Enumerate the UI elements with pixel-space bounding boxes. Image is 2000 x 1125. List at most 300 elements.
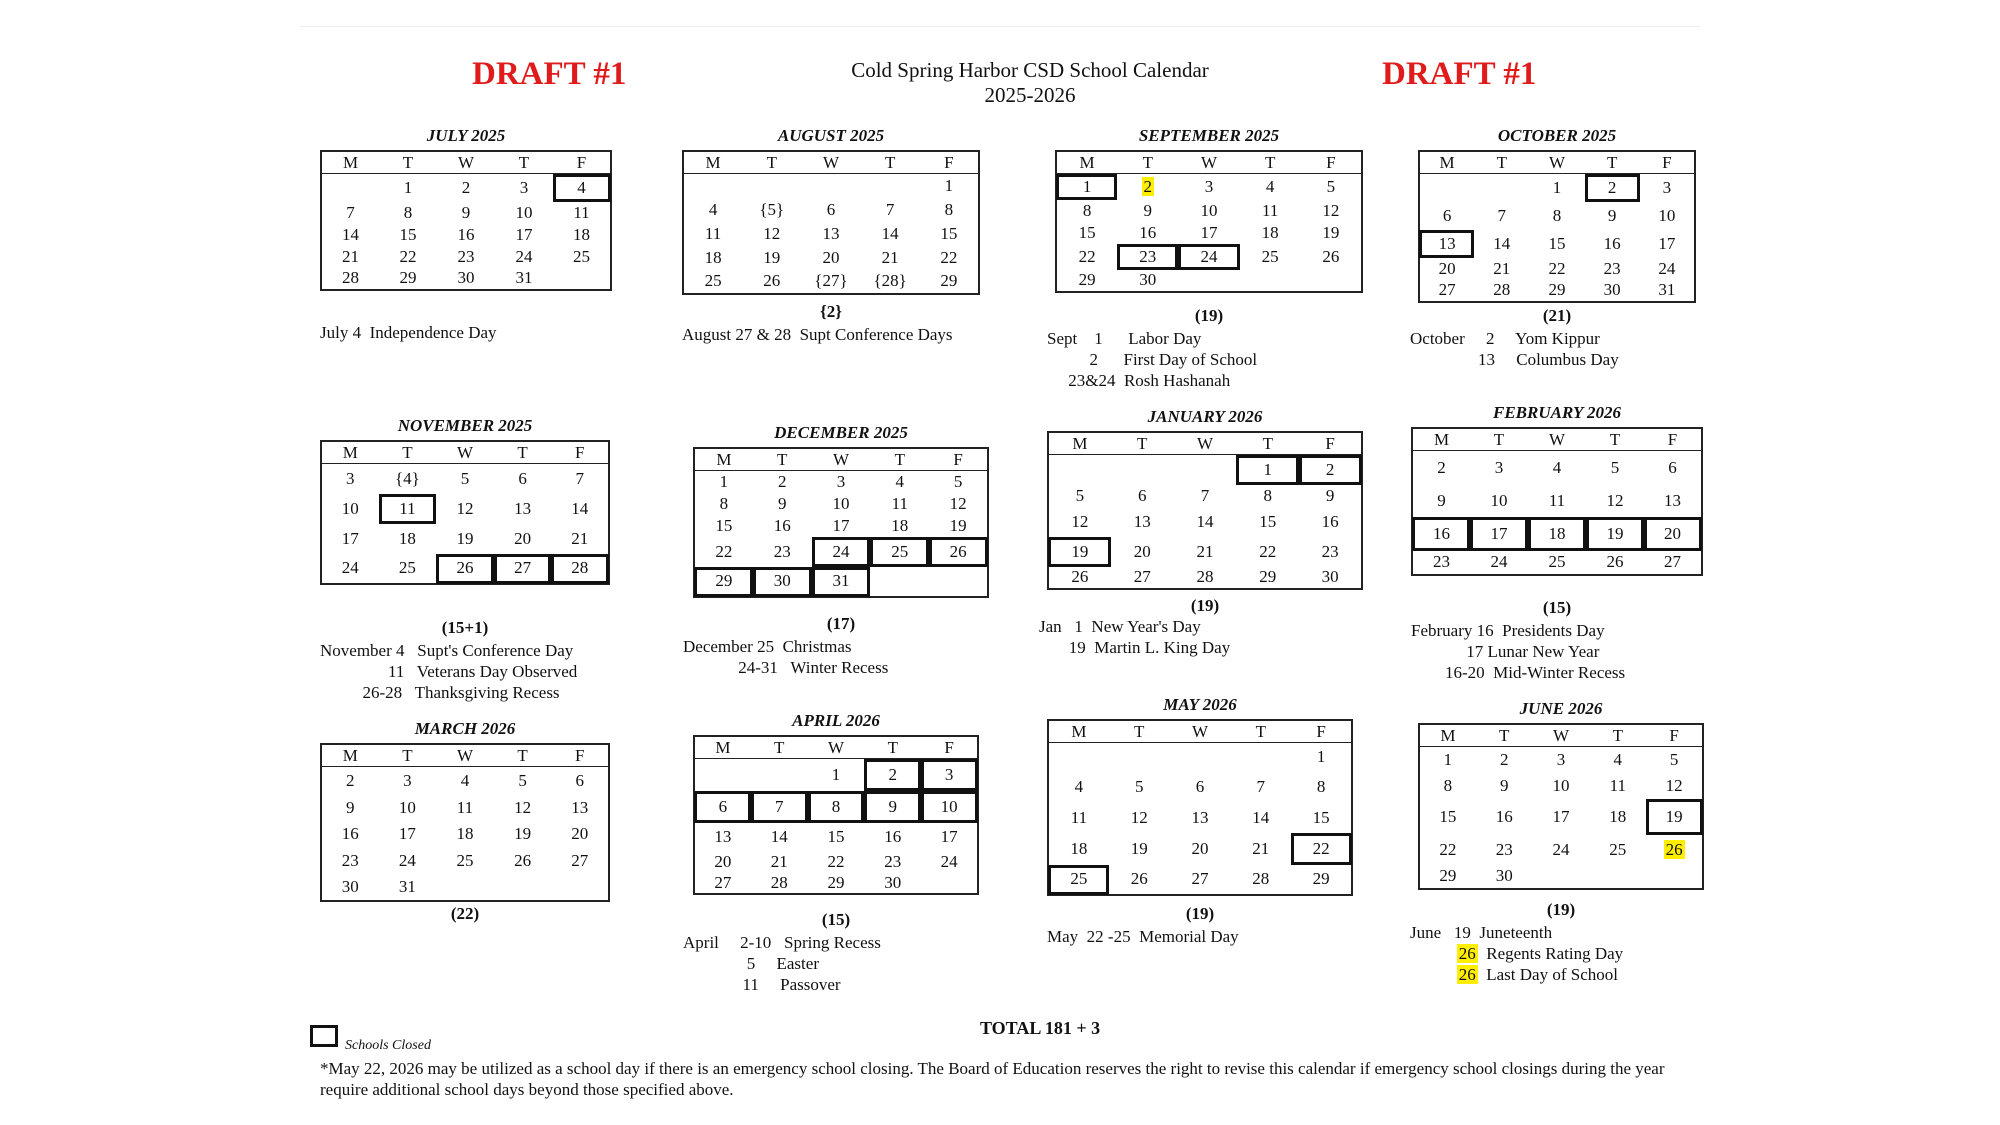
week-row: [1419, 258, 1695, 280]
weekday-header: T: [1111, 432, 1174, 455]
day-cell: 24: [515, 246, 533, 266]
day-cell: 24: [341, 558, 359, 577]
week-row: [1412, 517, 1702, 551]
day-cell: 30: [1321, 567, 1339, 586]
month-october-2025: [1418, 126, 1696, 303]
day-cell: 2: [1299, 455, 1362, 485]
note-line: November 4 Supt's Conference Day: [320, 641, 574, 660]
day-cell: 10: [341, 498, 359, 518]
day-cell: 13: [1191, 807, 1209, 827]
day-cell: {27}: [814, 271, 848, 290]
month-title: DECEMBER 2025: [774, 423, 908, 442]
day-cell: 21: [881, 247, 899, 267]
month-table: [1047, 431, 1363, 590]
month-title: AUGUST 2025: [777, 126, 885, 145]
day-cell: 15: [827, 826, 845, 846]
day-cell: 9: [461, 202, 471, 222]
day-cell: 6: [1442, 205, 1452, 225]
week-row: [694, 759, 978, 791]
day-cell: 13: [1664, 490, 1681, 510]
school-day-count: (15+1): [441, 618, 489, 637]
day-cell: 26: [763, 271, 781, 290]
day-cell: 19: [1586, 517, 1644, 551]
highlighted-day: 26: [1665, 839, 1683, 859]
month-table: [1047, 719, 1353, 896]
week-row: [694, 493, 988, 515]
day-cell: 10: [1658, 205, 1676, 225]
day-cell: 15: [399, 224, 417, 244]
weekday-header: F: [1640, 151, 1695, 174]
day-cell: 29: [827, 872, 845, 892]
day-cell: 29: [694, 567, 753, 597]
month-title: OCTOBER 2025: [1497, 126, 1617, 145]
weekday-header: M: [1412, 428, 1470, 451]
month-table: [1418, 150, 1696, 303]
school-day-count: (15): [821, 910, 851, 929]
day-cell: 18: [456, 823, 474, 843]
month-title: FEBRUARY 2026: [1492, 403, 1621, 422]
day-cell: 1: [944, 175, 954, 195]
day-cell: [321, 174, 379, 202]
day-cell: 19: [1048, 537, 1111, 567]
day-cell: 18: [704, 247, 722, 267]
day-cell: 23: [773, 541, 791, 561]
footnote: *May 22, 2026 may be utilized as a school day if there is an emergency school closing. The Board of Education reserves the right to revise this calendar if emergency school closings during the year require additional school days beyond those specified above.: [320, 1059, 1665, 1099]
day-cell: 5: [460, 468, 470, 488]
day-cell: 13: [714, 826, 732, 846]
weekday-header: M: [321, 744, 379, 767]
week-row: [1048, 567, 1362, 589]
day-cell: 1: [1552, 177, 1562, 197]
week-row: [1056, 174, 1362, 200]
week-row: [694, 791, 978, 823]
week-row: [1412, 451, 1702, 485]
day-cell: 20: [1133, 541, 1151, 561]
week-row: [694, 515, 988, 537]
day-cell: 8: [1443, 775, 1453, 795]
day-cell: 27: [714, 872, 732, 892]
day-cell: 11: [1261, 200, 1279, 220]
weekday-header: F: [1646, 724, 1703, 747]
day-cell: 14: [1493, 233, 1511, 253]
day-cell: 25: [1261, 246, 1279, 266]
day-cell: 9: [1499, 775, 1509, 795]
month-april-2026: [693, 711, 979, 895]
weekday-header: T: [1585, 151, 1640, 174]
weekday-header: W: [437, 151, 495, 174]
day-cell: 17: [832, 515, 850, 535]
week-row: [694, 851, 978, 873]
title-line-1: Cold Spring Harbor CSD School Calendar: [851, 58, 1209, 82]
day-cell: 4: [1265, 176, 1275, 196]
week-row: [694, 471, 988, 493]
weekday-header: W: [1529, 151, 1584, 174]
week-row: [321, 174, 611, 202]
day-cell: 24: [1552, 839, 1570, 859]
day-cell: 14: [1196, 511, 1214, 531]
day-cell: 16: [457, 224, 475, 244]
month-notes: [320, 640, 577, 703]
day-cell: 21: [1252, 838, 1270, 858]
day-cell: [1174, 455, 1237, 485]
school-day-count: (21): [1542, 306, 1572, 325]
day-cell: {28}: [873, 271, 907, 290]
month-title: MARCH 2026: [414, 719, 516, 738]
weekday-header: T: [1117, 151, 1178, 174]
day-cell: [553, 268, 611, 290]
week-row: [694, 567, 988, 597]
note-line: 19 Martin L. King Day: [1039, 638, 1231, 657]
month-notes: [683, 932, 881, 995]
day-cell: 26: [1322, 246, 1340, 266]
day-cell: 3: [921, 759, 978, 791]
day-cell: 20: [514, 528, 532, 548]
day-cell: 20: [714, 851, 732, 871]
day-cell: 6: [826, 199, 836, 219]
day-cell: 6: [575, 770, 584, 790]
week-row: [694, 823, 978, 851]
day-cell: 30: [884, 872, 902, 892]
day-cell: 8: [1552, 205, 1562, 225]
day-cell: 28: [1252, 869, 1270, 888]
day-cell: 5: [1610, 457, 1620, 477]
day-cell: 27: [1191, 869, 1209, 888]
month-title: JUNE 2026: [1519, 699, 1603, 718]
note-line: July 4 Independence Day: [320, 323, 497, 342]
day-cell: 6: [518, 468, 527, 488]
week-row: [1056, 244, 1362, 270]
day-cell: 8: [944, 199, 954, 219]
day-cell: 30: [1139, 270, 1157, 289]
note-line: 26 Last Day of School: [1458, 965, 1618, 984]
day-cell: 30: [457, 268, 475, 287]
day-cell: 11: [573, 202, 590, 222]
day-cell: 10: [515, 202, 533, 222]
month-title: JULY 2025: [426, 126, 506, 145]
week-row: [1419, 202, 1695, 230]
day-cell: 15: [1078, 222, 1096, 242]
day-cell: 1: [1056, 174, 1117, 200]
day-cell: 10: [1490, 490, 1508, 510]
weekday-header: M: [321, 151, 379, 174]
day-cell: [1178, 270, 1239, 292]
day-cell: 23: [1433, 552, 1450, 571]
week-row: [694, 537, 988, 567]
day-cell: [1240, 270, 1301, 292]
note-line: Sept 1 Labor Day: [1047, 329, 1202, 348]
day-cell: 25: [1548, 552, 1566, 571]
month-title: MAY 2026: [1163, 695, 1237, 714]
weekday-header: T: [1236, 432, 1299, 455]
month-title: NOVEMBER 2025: [397, 416, 533, 435]
day-cell: 11: [379, 494, 437, 524]
day-cell: 20: [571, 823, 589, 843]
day-cell: 16: [1603, 233, 1621, 253]
week-row: [1419, 799, 1703, 835]
weekday-header: M: [694, 736, 751, 759]
week-row: [1419, 835, 1703, 865]
day-cell: 11: [1548, 490, 1566, 510]
day-cell: 1: [403, 177, 413, 197]
day-cell: 7: [1200, 485, 1210, 505]
day-cell: 8: [403, 202, 413, 222]
day-cell: 4: [553, 174, 611, 202]
day-cell: 2: [346, 770, 355, 790]
day-cell: 31: [515, 268, 533, 287]
month-may-2026: [1047, 695, 1353, 896]
week-row: [1412, 551, 1702, 575]
week-row: [1419, 230, 1695, 258]
day-cell: 28: [342, 268, 359, 287]
day-cell: 21: [1493, 258, 1511, 278]
day-cell: 16: [341, 823, 359, 843]
month-august-2025: [682, 126, 980, 295]
day-cell: 30: [1495, 866, 1513, 885]
day-cell: [1230, 743, 1291, 771]
day-cell: 12: [1665, 775, 1683, 795]
day-cell: [870, 567, 929, 597]
day-cell: 22: [1439, 839, 1457, 859]
day-cell: {4}: [394, 468, 420, 488]
day-cell: 22: [940, 247, 958, 267]
week-row: [1048, 803, 1352, 833]
day-cell: 14: [881, 223, 899, 243]
day-cell: 10: [832, 493, 850, 513]
day-cell: [1109, 743, 1170, 771]
week-row: [321, 202, 611, 224]
week-row: [1048, 485, 1362, 507]
day-cell: 29: [940, 271, 958, 290]
day-cell: 17: [1552, 806, 1570, 826]
draft-label-right: DRAFT #1: [1382, 56, 1537, 92]
day-cell: 12: [514, 797, 532, 817]
day-cell: 16: [1412, 517, 1470, 551]
day-cell: 25: [1609, 839, 1627, 859]
month-table: [682, 150, 980, 295]
month-table: [320, 440, 610, 585]
day-cell: 1: [1316, 746, 1326, 766]
weekday-header: M: [1056, 151, 1117, 174]
day-cell: 15: [1439, 806, 1457, 826]
day-cell: 17: [398, 823, 416, 843]
day-cell: 2: [1499, 749, 1509, 769]
note-line: 16-20 Mid-Winter Recess: [1411, 663, 1626, 682]
day-cell: 18: [1528, 517, 1586, 551]
month-notes: [320, 322, 497, 343]
day-cell: 24: [1178, 244, 1239, 270]
weekday-header: W: [801, 151, 860, 174]
week-row: [683, 246, 979, 270]
day-cell: 18: [398, 528, 416, 548]
top-divider: [300, 26, 1700, 27]
day-cell: 5: [518, 770, 527, 790]
week-row: [321, 224, 611, 246]
day-cell: 16: [1139, 222, 1157, 242]
school-day-count: (17): [826, 614, 856, 633]
week-row: [321, 268, 611, 290]
week-row: [683, 198, 979, 222]
week-row: [1419, 280, 1695, 302]
day-cell: 15: [1259, 511, 1277, 531]
day-cell: [1170, 743, 1231, 771]
weekday-header: F: [1299, 432, 1362, 455]
weekday-header: F: [551, 744, 609, 767]
month-table: [320, 743, 610, 902]
day-cell: 1: [1236, 455, 1299, 485]
day-cell: 25: [1048, 865, 1109, 895]
day-cell: 13: [1133, 511, 1151, 531]
day-cell: 31: [398, 877, 416, 896]
day-cell: 8: [719, 493, 729, 513]
weekday-header: F: [1291, 720, 1352, 743]
day-cell: 3: [1204, 176, 1214, 196]
day-cell: 14: [770, 826, 788, 846]
day-cell: 9: [777, 493, 787, 513]
week-row: [683, 174, 979, 198]
day-cell: 18: [891, 515, 909, 535]
closed-legend-label: Schools Closed: [345, 1038, 431, 1053]
day-cell: 28: [770, 872, 788, 892]
day-cell: 16: [1495, 806, 1513, 826]
day-cell: 2: [864, 759, 921, 791]
weekday-header: F: [920, 151, 979, 174]
day-cell: 19: [514, 823, 532, 843]
day-cell: 7: [1497, 205, 1507, 225]
day-cell: 22: [1259, 541, 1277, 561]
school-day-count: {2}: [820, 302, 842, 321]
day-cell: 6: [1137, 485, 1147, 505]
week-row: [321, 494, 609, 524]
month-june-2026: [1418, 699, 1704, 890]
day-cell: 19: [763, 247, 781, 267]
month-notes: [1410, 328, 1619, 370]
week-row: [1056, 270, 1362, 292]
day-cell: {5}: [759, 199, 785, 219]
day-cell: [683, 174, 742, 198]
day-cell: 22: [1078, 246, 1096, 266]
day-cell: 4: [1613, 749, 1623, 769]
day-cell: 2: [1585, 174, 1640, 202]
weekday-header: W: [1178, 151, 1239, 174]
day-cell: 9: [1437, 490, 1446, 510]
day-cell: 31: [812, 567, 871, 597]
week-row: [321, 554, 609, 584]
week-row: [1056, 200, 1362, 222]
day-cell: 4: [460, 770, 470, 790]
day-cell: 1: [1443, 749, 1453, 769]
day-cell: 18: [1261, 222, 1279, 242]
day-cell: 9: [1143, 200, 1153, 220]
weekday-header: F: [1644, 428, 1702, 451]
day-cell: 19: [1130, 838, 1148, 858]
weekday-header: T: [1476, 724, 1533, 747]
day-cell: 26: [514, 850, 532, 870]
day-cell: 12: [1606, 490, 1624, 510]
school-day-count: (19): [1546, 900, 1576, 919]
day-cell: 30: [341, 877, 359, 896]
day-cell: 9: [1607, 205, 1617, 225]
month-december-2025: [693, 423, 989, 598]
day-cell: 22: [399, 246, 417, 266]
day-cell: 24: [1658, 258, 1676, 278]
day-cell: 21: [571, 528, 589, 548]
weekday-header: W: [1174, 432, 1237, 455]
school-day-count: (19): [1190, 596, 1220, 615]
weekday-header: M: [1048, 720, 1109, 743]
day-cell: 16: [1321, 511, 1339, 531]
day-cell: 5: [1075, 485, 1085, 505]
day-cell: [801, 174, 860, 198]
week-row: [321, 795, 609, 821]
day-cell: 24: [1490, 552, 1508, 571]
day-cell: 23: [1321, 541, 1339, 561]
school-day-count: (19): [1194, 306, 1224, 325]
weekday-header: F: [921, 736, 978, 759]
day-cell: 4: [1552, 457, 1562, 477]
closed-legend-box: [310, 1025, 338, 1047]
day-cell: [1048, 455, 1111, 485]
weekday-header: M: [683, 151, 742, 174]
day-cell: [742, 174, 801, 198]
day-cell: 25: [704, 271, 722, 290]
day-cell: 14: [571, 498, 589, 518]
day-cell: 3: [1494, 457, 1504, 477]
weekday-header: T: [1240, 151, 1301, 174]
day-cell: [494, 875, 552, 901]
day-cell: 16: [773, 515, 791, 535]
day-cell: 21: [1196, 541, 1214, 561]
week-row: [1048, 771, 1352, 803]
week-row: [321, 524, 609, 554]
day-cell: 2: [1437, 457, 1446, 477]
week-row: [321, 847, 609, 875]
day-cell: 19: [456, 528, 474, 548]
day-cell: 8: [1263, 485, 1273, 505]
day-cell: 27: [1133, 567, 1151, 586]
weekday-header: T: [870, 448, 929, 471]
day-cell: 7: [885, 199, 895, 219]
day-cell: 27: [1438, 280, 1456, 299]
day-cell: 1: [831, 764, 841, 784]
week-row: [1056, 222, 1362, 244]
highlighted-date: 26: [1458, 965, 1476, 984]
day-cell: 29: [1312, 869, 1330, 888]
day-cell: 8: [808, 791, 865, 823]
day-cell: 11: [1070, 807, 1088, 827]
day-cell: 4: [895, 471, 905, 491]
day-cell: 12: [1130, 807, 1148, 827]
day-cell: 24: [398, 850, 416, 870]
day-cell: 18: [573, 224, 590, 244]
day-cell: [929, 567, 988, 597]
day-cell: 20: [1644, 517, 1702, 551]
note-line: 17 Lunar New Year: [1411, 642, 1600, 661]
month-table: [320, 150, 612, 291]
weekday-header: T: [1474, 151, 1529, 174]
day-cell: [1117, 174, 1178, 200]
note-line: December 25 Christmas: [683, 637, 852, 656]
month-notes: [1039, 616, 1230, 658]
week-row: [694, 873, 978, 894]
day-cell: 20: [1438, 258, 1456, 278]
note-line: 26-28 Thanksgiving Recess: [320, 683, 560, 702]
day-cell: 22: [1291, 833, 1352, 865]
note-line: Jan 1 New Year's Day: [1039, 617, 1201, 636]
weekday-header: T: [1589, 724, 1646, 747]
day-cell: 23: [1495, 839, 1513, 859]
day-cell: 9: [1325, 485, 1335, 505]
day-cell: 6: [1668, 457, 1677, 477]
